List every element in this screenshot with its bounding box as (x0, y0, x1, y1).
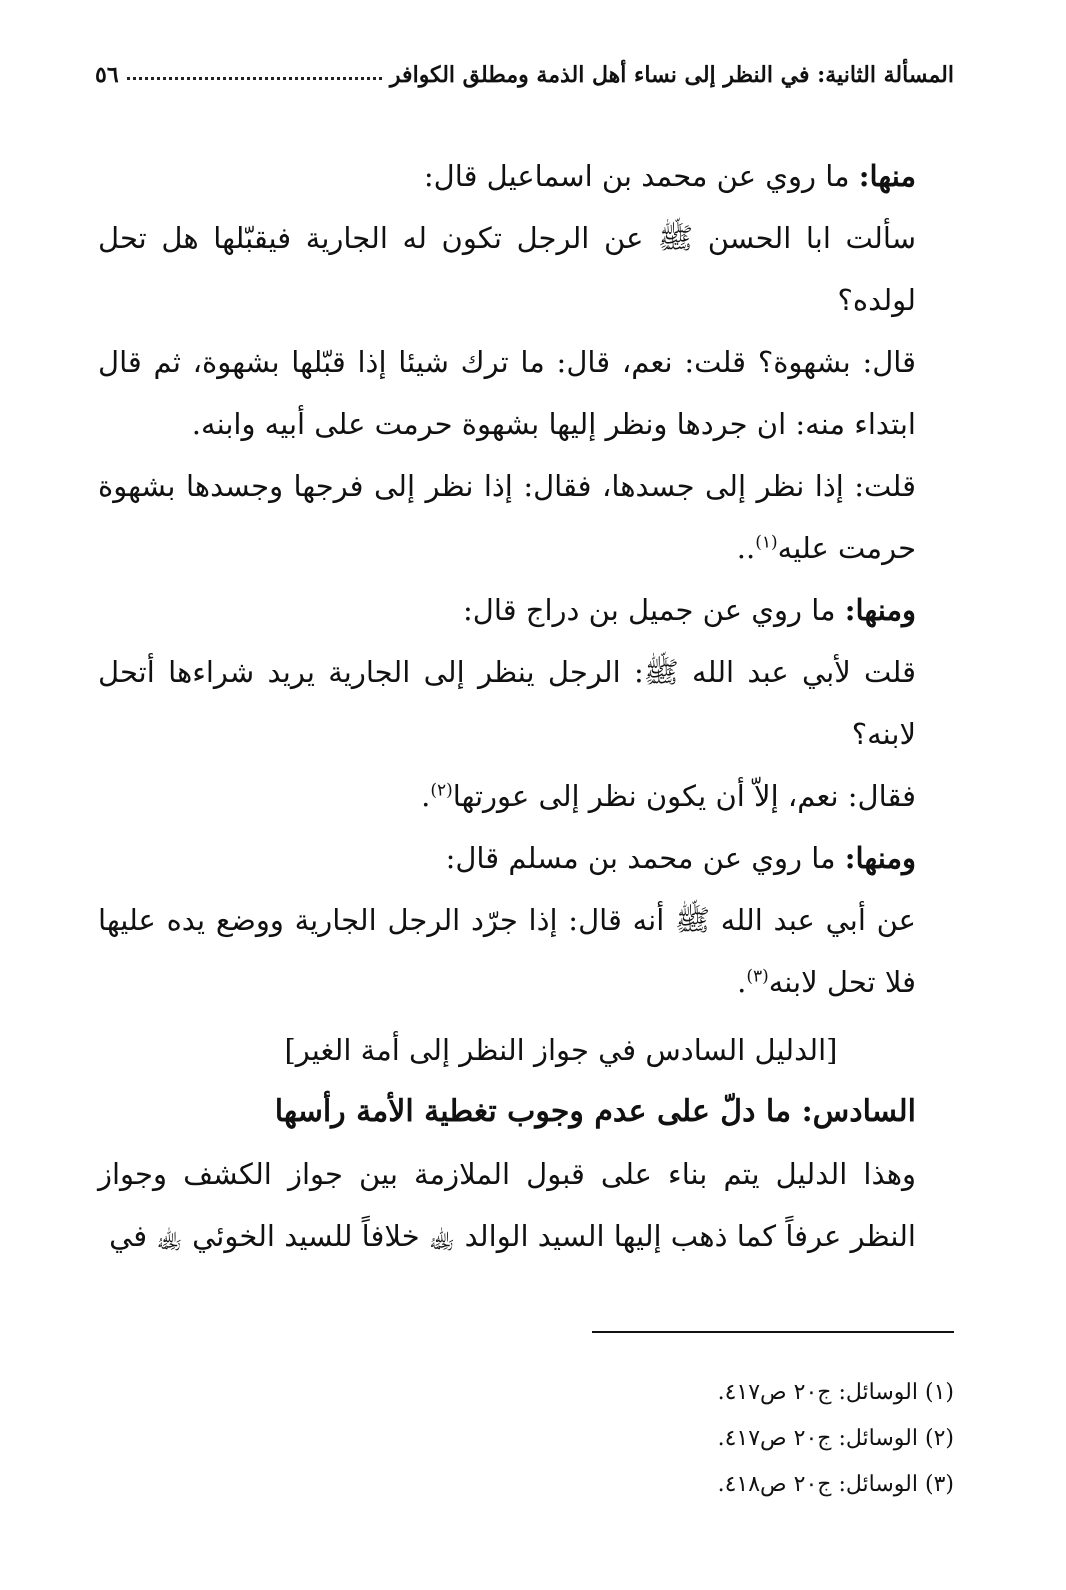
paragraph-end: . (737, 965, 747, 999)
paragraph (98, 579, 954, 641)
paragraph (98, 889, 954, 1013)
paragraph-lead: منها: (858, 159, 916, 193)
paragraph (98, 827, 954, 889)
paragraph-end: . (421, 779, 431, 813)
paragraph: سألت ابا الحسن ﷺ عن الرجل تكون له الجارية فيقبّلها هل تحل لولده؟ (98, 221, 916, 317)
footnotes (98, 1370, 954, 1508)
paragraph: وهذا الدليل يتم بناء على قبول الملازمة بين جواز الكشف وجواز النظر عرفاً كما ذهب إليها السيد الوالد ﵀ خلافاً للسيد الخوئي ﵀ في (98, 1157, 916, 1253)
section-heading: السادس: ما دلّ على عدم وجوب تغطية الأمة رأسها (274, 1094, 916, 1129)
paragraph-text: فقال: نعم، إلاّ أن يكون نظر إلى عورتها (452, 779, 916, 813)
footnote-ref: (٣) (746, 966, 769, 987)
footnote-separator (592, 1331, 954, 1333)
paragraph-lead: ومنها: (844, 841, 916, 875)
paragraph-text: ما روي عن جميل بن دراج قال: (463, 593, 845, 627)
paragraph-end: .. (736, 531, 756, 565)
running-header (95, 55, 954, 95)
paragraph-text: ما روي عن محمد بن اسماعيل قال: (423, 159, 859, 193)
main-text (98, 145, 954, 1267)
paragraph-text: ما روي عن محمد بن مسلم قال: (445, 841, 845, 875)
paragraph (98, 145, 954, 207)
footnote: (٣) الوسائل: ج٢٠ ص٤١٨. (717, 1472, 954, 1497)
paragraph-text: عن أبي عبد الله ﷺ أنه قال: إذا جرّد الرجل الجارية ووضع يده عليها فلا تحل لابنه (98, 903, 916, 999)
section-subtitle: [الدليل السادس في جواز النظر إلى أمة الغير] (284, 1033, 838, 1067)
footnote: (١) الوسائل: ج٢٠ ص٤١٧. (717, 1380, 954, 1405)
running-title: المسألة الثانية: في النظر إلى نساء أهل الذمة ومطلق الكوافر (389, 62, 954, 88)
paragraph: قال: بشهوة؟ قلت: نعم، قال: ما ترك شيئا إذا قبّلها بشهوة، ثم قال ابتداء منه: ان جردها ونظر إليها بشهوة حرمت على أبيه وابنه. (98, 345, 916, 441)
paragraph (98, 765, 954, 827)
leader-dots (127, 63, 382, 80)
paragraph-text: قلت: إذا نظر إلى جسدها، فقال: إذا نظر إلى فرجها وجسدها بشهوة حرمت عليه (98, 469, 916, 565)
paragraph (98, 455, 954, 579)
paragraph: قلت لأبي عبد الله ﷺ: الرجل ينظر إلى الجارية يريد شراءها أتحل لابنه؟ (98, 655, 916, 751)
footnote-ref: (١) (755, 532, 778, 553)
footnote: (٢) الوسائل: ج٢٠ ص٤١٧. (717, 1426, 954, 1451)
paragraph-lead: ومنها: (844, 593, 916, 627)
footnote-ref: (٢) (430, 780, 453, 801)
page-number: ٥٦ (95, 62, 119, 88)
